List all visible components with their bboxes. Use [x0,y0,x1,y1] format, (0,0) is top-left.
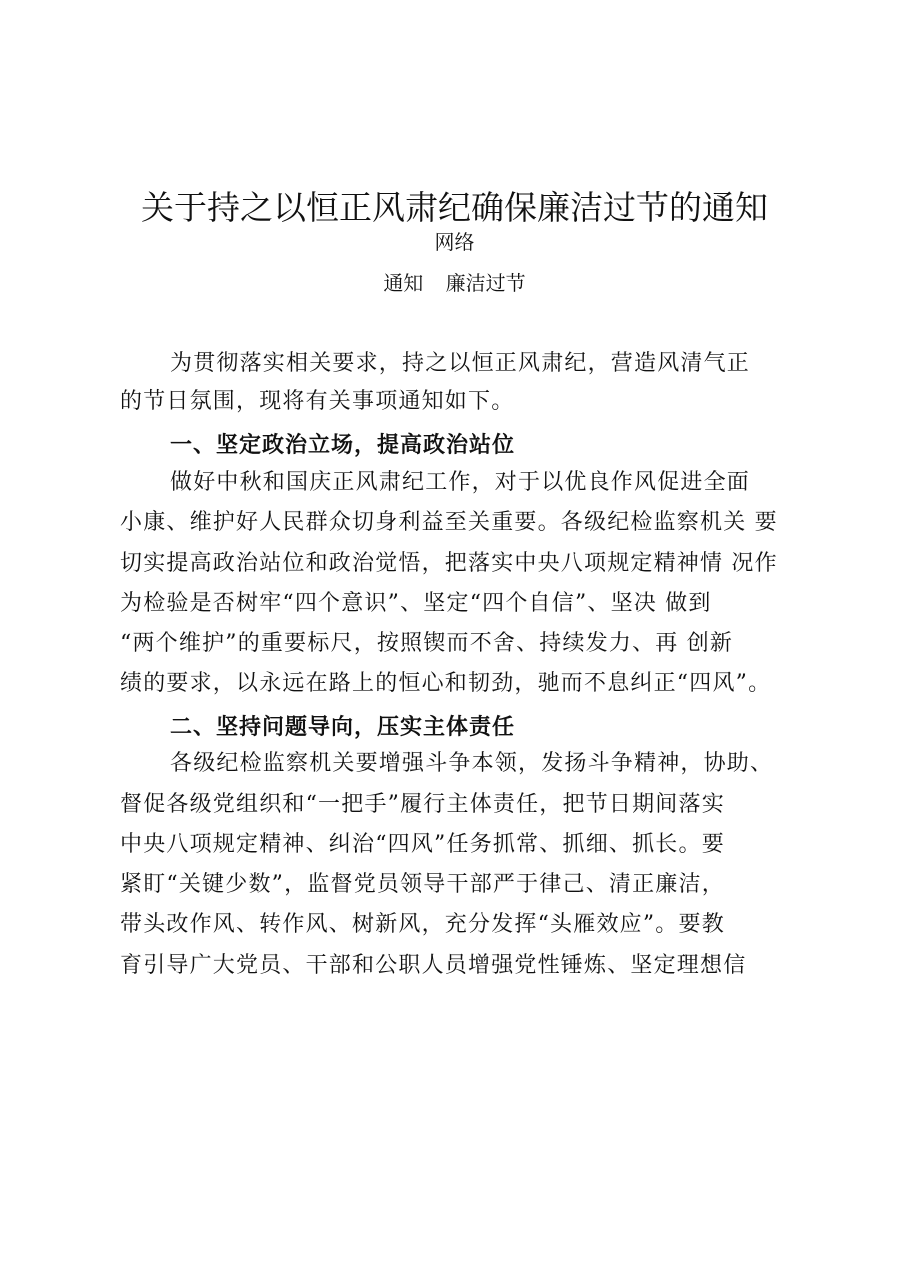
body-line: 为检验是否树牢“四个意识”、坚定“四个自信”、坚决 做到 [120,591,712,616]
body-line: 做好中秋和国庆正风肃纪工作，对于以优良作风促进全面 [170,470,751,495]
document-title: 关于持之以恒正风肃纪确保廉洁过节的通知 [141,188,768,227]
body-line: 中央八项规定精神、纠治“四风”任务抓常、抓细、抓长。要 [120,832,725,857]
body-line: 育引导广大党员、干部和公职人员增强党性锤炼、坚定理想信 [120,953,747,978]
document-tags [0,268,909,298]
tag: 廉洁过节 [445,271,526,295]
body-line: 紧盯“关键少数”，监督党员领导干部严于律己、清正廉洁， [120,872,725,897]
intro-line: 为贯彻落实相关要求，持之以恒正风肃纪，营造风清气正 [170,351,751,376]
body-line: 小康、维护好人民群众切身利益至关重要。各级纪检监察机关 要 [120,510,778,535]
section-heading: 二、坚持问题导向，压实主体责任 [170,714,516,740]
body-line: 督促各级党组织和“一把手”履行主体责任，把节日期间落实 [120,792,725,817]
body-line: “两个维护”的重要标尺，按照锲而不舍、持续发力、再 创新 [120,631,734,656]
intro-line: 的节日氛围，现将有关事项通知如下。 [120,389,515,414]
section-heading: 一、坚定政治立场，提高政治站位 [170,432,516,458]
document-source: 网络 [434,230,475,254]
body-line: 各级纪检监察机关要增强斗争本领，发扬斗争精神，协助、 [170,751,774,776]
body-line: 切实提高政治站位和政治觉悟，把落实中央八项规定精神情 况作 [120,551,778,576]
tag: 通知 [383,271,424,295]
body-line: 带头改作风、转作风、树新风，充分发挥“头雁效应”。要教 [120,912,725,937]
body-line: 绩的要求，以永远在路上的恒心和韧劲，驰而不息纠正“四风”。 [120,671,772,696]
